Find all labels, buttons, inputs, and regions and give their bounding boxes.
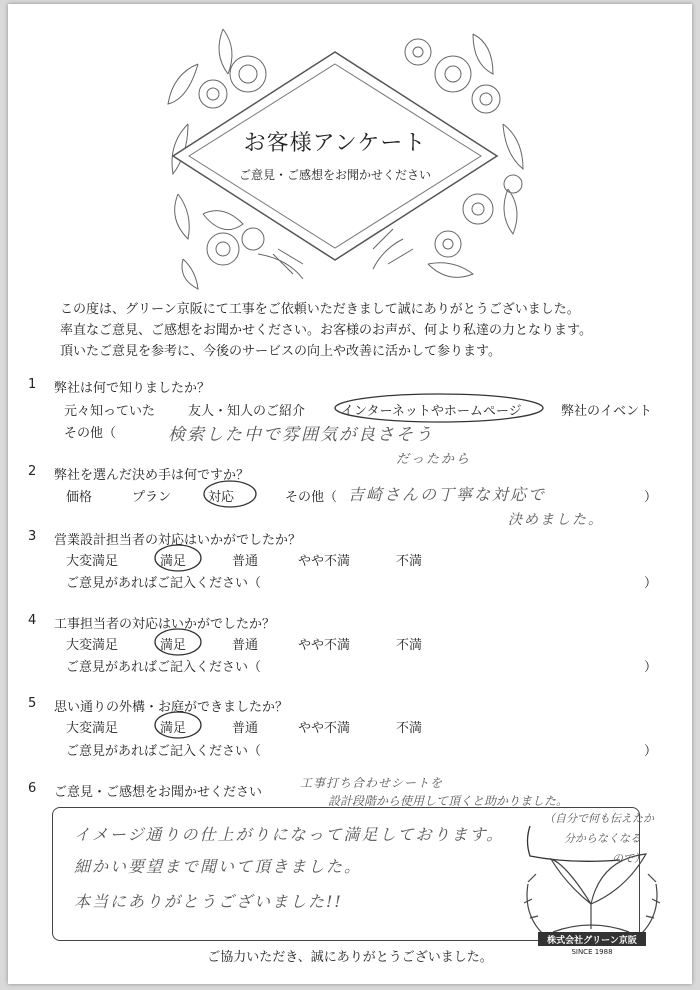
q4-question: 工事担当者の対応はいかがでしたか？ — [54, 617, 276, 632]
q1-option[interactable]: 元々知っていた — [64, 404, 156, 419]
q6-handwritten-comment: 本当にありがとうございました!! — [74, 892, 343, 911]
q5-option[interactable]: 普通 — [232, 721, 259, 736]
survey-sheet — [8, 4, 692, 984]
footer-thanks: ご協力いただき、誠にありがとうございました。 — [207, 950, 493, 965]
q1-option[interactable]: 弊社のイベント — [561, 404, 653, 419]
q1-handwritten-answer-cont: だったから — [396, 452, 472, 467]
q3-option[interactable]: 普通 — [232, 554, 259, 569]
q6-question: ご意見・ご感想をお聞かせください — [54, 785, 263, 800]
q5-close-paren: ） — [644, 744, 658, 759]
q2-option[interactable]: 価格 — [66, 490, 93, 505]
q6-side-note: ので） — [612, 852, 645, 865]
page-subtitle: ご意見・ご感想をお聞かせください — [238, 168, 431, 182]
q2-option-selected[interactable]: 対応 — [208, 490, 235, 505]
intro-line: 率直なご意見、ご感想をお聞かせください。お客様のお声が、何より私達の力となります。 — [60, 323, 592, 338]
q2-close-paren: ） — [644, 490, 658, 505]
q2-handwritten-answer-cont: 決めました。 — [508, 512, 604, 528]
q5-option[interactable]: 不満 — [396, 721, 423, 736]
q6-handwritten-note-cont: 設計段階から使用して頂くと助かりました。 — [328, 794, 569, 808]
q4-number: 4 — [28, 613, 37, 628]
q3-option[interactable]: 大変満足 — [66, 554, 119, 569]
q6-number: 6 — [28, 781, 37, 796]
q5-question: 思い通りの外構・お庭ができましたか？ — [54, 700, 289, 715]
company-seal-logo — [8, 4, 692, 984]
q5-option-selected[interactable]: 満足 — [160, 721, 187, 736]
intro-line: この度は、グリーン京阪にて工事をご依頼いただきまして誠にありがとうございました。 — [60, 302, 580, 317]
q2-handwritten-answer: 吉崎さんの丁寧な対応で — [348, 485, 547, 504]
q6-handwritten-comment: イメージ通りの仕上がりになって満足しております。 — [74, 825, 505, 844]
q2-number: 2 — [28, 464, 37, 479]
q5-number: 5 — [28, 696, 37, 711]
q3-close-paren: ） — [644, 576, 658, 591]
q2-option[interactable]: プラン — [132, 490, 172, 505]
q6-handwritten-comment: 細かい要望まで聞いて頂きました。 — [74, 857, 363, 876]
q6-side-note: （自分で何も伝えたか — [544, 812, 654, 825]
q1-number: 1 — [28, 377, 37, 392]
q3-option[interactable]: 不満 — [396, 554, 423, 569]
q4-option[interactable]: やや不満 — [298, 638, 351, 653]
q4-close-paren: ） — [644, 660, 658, 675]
q6-side-note: 分からなくなる — [564, 832, 641, 845]
q3-comment-label: ご意見があればご記入ください（ — [66, 576, 262, 591]
q4-option[interactable]: 普通 — [232, 638, 259, 653]
q5-comment-label: ご意見があればご記入ください（ — [66, 744, 262, 759]
q3-question: 営業設計担当者の対応はいかがでしたか？ — [54, 533, 302, 548]
seal-since: SINCE 1988 — [571, 948, 613, 956]
q2-other-label: その他（ — [285, 490, 338, 505]
intro-line: 頂いたご意見を参考に、今後のサービスの向上や改善に活かして参ります。 — [60, 344, 501, 359]
q1-question: 弊社は何で知りましたか？ — [54, 381, 211, 396]
q6-handwritten-note: 工事打ち合わせシートを — [300, 776, 444, 790]
q1-other-label: その他（ — [64, 426, 117, 441]
q5-option[interactable]: 大変満足 — [66, 721, 119, 736]
q3-option[interactable]: やや不満 — [298, 554, 351, 569]
q1-option-selected[interactable]: インターネットやホームページ — [341, 404, 522, 419]
q1-option[interactable]: 友人・知人のご紹介 — [188, 404, 306, 419]
q2-question: 弊社を選んだ決め手は何ですか？ — [54, 468, 250, 483]
q4-option-selected[interactable]: 満足 — [160, 638, 187, 653]
q3-number: 3 — [28, 529, 37, 544]
seal-company-name: 株式会社グリーン京阪 — [547, 936, 637, 946]
q4-option[interactable]: 大変満足 — [66, 638, 119, 653]
q4-comment-label: ご意見があればご記入ください（ — [66, 660, 262, 675]
q4-option[interactable]: 不満 — [396, 638, 423, 653]
page-title: お客様アンケート — [243, 131, 427, 156]
q1-handwritten-answer: 検索した中で雰囲気が良さそう — [168, 425, 434, 445]
q3-option-selected[interactable]: 満足 — [160, 554, 187, 569]
q5-option[interactable]: やや不満 — [298, 721, 351, 736]
